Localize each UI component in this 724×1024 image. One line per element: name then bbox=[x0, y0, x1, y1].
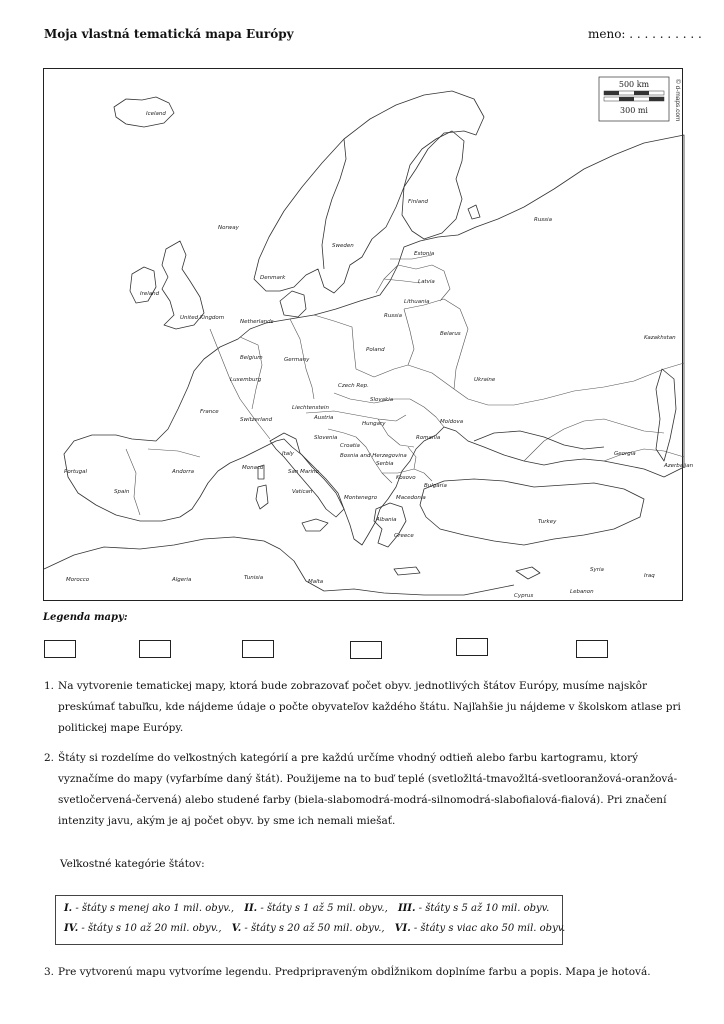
country-label: Algeria bbox=[172, 577, 192, 583]
country-label: Croatia bbox=[340, 443, 360, 449]
country-label: Lebanon bbox=[570, 589, 594, 595]
country-label: Portugal bbox=[64, 469, 87, 475]
country-label: Ukraine bbox=[474, 377, 496, 383]
caspian-shape bbox=[656, 369, 676, 461]
country-label: Estonia bbox=[414, 251, 435, 257]
country-label: Kosovo bbox=[396, 475, 416, 481]
country-label: France bbox=[200, 409, 219, 415]
scandinavia-shape bbox=[254, 91, 484, 293]
denmark-shape bbox=[280, 291, 306, 317]
country-label: Georgia bbox=[614, 451, 636, 457]
country-label: Belarus bbox=[440, 331, 461, 337]
country-label: Cyprus bbox=[514, 593, 534, 599]
country-label: Macedonia bbox=[396, 495, 426, 501]
step-number: 1. bbox=[44, 680, 55, 692]
country-label: Azerbaijan bbox=[664, 463, 694, 469]
step-number: 3. bbox=[44, 966, 55, 978]
country-label: Italy bbox=[282, 451, 294, 457]
legend-color-box[interactable] bbox=[242, 640, 274, 658]
country-label: Russia bbox=[534, 217, 552, 223]
country-label: Vatican bbox=[292, 489, 313, 495]
step-text: Na vytvorenie tematickej mapy, ktorá bude zobrazovať počet obyv. jednotlivých štátov Európy, musíme najskôr preskúmať tabuľku, kde nájdeme údaje o počte obyvateľov každého štátu. Najľahšie ju nájdeme v školskom atlase pri politickej mape Európy. bbox=[58, 680, 681, 734]
legend-color-box[interactable] bbox=[576, 640, 608, 658]
country-label: Ireland bbox=[140, 291, 160, 297]
country-label: Sweden bbox=[332, 243, 354, 249]
country-label: Morocco bbox=[66, 577, 90, 583]
step-text: Štáty si rozdelíme do veľkostných kategórií a pre každú určíme vhodný odtieň alebo farbu kartogramu, ktorý vyznačíme do mapy (vyfarbíme daný štát). Použijeme na to buď teplé (svetložltá-tmavožltá-svetlooranžová-oranžová-svetločervená-červená) alebo studené farby (biela-slabomodrá-modrá-silnomodrá-slabofialová-fialová). Pri značení intenzity javu, akým je aj počet obyv. by sme ich nemali miešať. bbox=[58, 752, 678, 827]
step-1 bbox=[44, 676, 684, 739]
country-label: Lithuania bbox=[404, 299, 430, 305]
country-label: Syria bbox=[590, 567, 604, 573]
legend-color-box[interactable] bbox=[456, 638, 488, 656]
country-label: Finland bbox=[408, 199, 429, 205]
ladoga-lake bbox=[468, 205, 480, 219]
category-item: I. - štáty s menej ako 1 mil. obyv., bbox=[64, 903, 235, 914]
finland-shape bbox=[402, 131, 464, 239]
country-label: Slovakia bbox=[370, 397, 394, 403]
africa-coast bbox=[44, 537, 514, 595]
country-label: Tunisia bbox=[244, 575, 264, 581]
categories-heading: Veľkostné kategórie štátov: bbox=[60, 858, 205, 870]
legend-color-box[interactable] bbox=[139, 640, 171, 658]
country-label: Andorra bbox=[172, 469, 194, 475]
turkey-shape bbox=[420, 479, 644, 545]
step-2 bbox=[44, 748, 684, 832]
country-label: Luxemburg bbox=[230, 377, 262, 383]
country-label: Greece bbox=[394, 533, 414, 539]
country-label: Albania bbox=[376, 517, 397, 523]
greece-shape bbox=[374, 503, 406, 547]
category-item: VI. - štáty s viac ako 50 mil. obyv. bbox=[394, 923, 566, 934]
step-3 bbox=[44, 962, 684, 983]
country-label: Monaco bbox=[242, 465, 264, 471]
country-label: Netherlands bbox=[240, 319, 274, 325]
country-label: Austria bbox=[314, 415, 334, 421]
country-label: Belgium bbox=[240, 355, 263, 361]
country-label: Slovenia bbox=[314, 435, 338, 441]
scale-bar bbox=[599, 77, 669, 121]
country-label: Malta bbox=[308, 579, 324, 585]
country-label: Switzerland bbox=[240, 417, 273, 423]
country-label: Serbia bbox=[376, 461, 394, 467]
italy-shape bbox=[270, 433, 344, 517]
country-label: Iceland bbox=[146, 111, 166, 117]
page-title: Moja vlastná tematická mapa Európy bbox=[44, 27, 294, 41]
country-label: Iraq bbox=[644, 573, 655, 579]
map-svg bbox=[44, 69, 694, 602]
legend-color-box[interactable] bbox=[350, 641, 382, 659]
country-label: United Kingdom bbox=[180, 315, 225, 321]
country-label: Montenegro bbox=[344, 495, 378, 501]
crete-shape bbox=[394, 567, 420, 575]
category-item: III. - štáty s 5 až 10 mil. obyv. bbox=[397, 903, 550, 914]
europe-outline-map bbox=[43, 68, 694, 601]
category-item: II. - štáty s 1 až 5 mil. obyv., bbox=[244, 903, 388, 914]
country-label: Norway bbox=[218, 225, 239, 231]
country-label: Romania bbox=[416, 435, 441, 441]
legend-color-box[interactable] bbox=[44, 640, 76, 658]
scale-km-label: 500 km bbox=[618, 80, 650, 89]
country-label: Russia bbox=[384, 313, 402, 319]
step-text: Pre vytvorenú mapu vytvoríme legendu. Predpripraveným obdĺžnikom doplníme farbu a popis. Mapa je hotová. bbox=[58, 966, 651, 978]
country-label: Hungary bbox=[362, 421, 386, 427]
cyprus-shape bbox=[516, 567, 540, 579]
sardinia-shape bbox=[256, 485, 268, 509]
country-label: Denmark bbox=[260, 275, 286, 281]
scale-mi-label: 300 mi bbox=[620, 106, 648, 115]
category-item: IV. - štáty s 10 až 20 mil. obyv., bbox=[64, 923, 222, 934]
map-credit: © d-maps.com bbox=[674, 79, 681, 122]
country-label: Kazakhstan bbox=[644, 335, 676, 341]
country-label: Bosnia and Herzegovina bbox=[340, 453, 407, 459]
sicily-shape bbox=[302, 519, 328, 531]
country-label: Spain bbox=[114, 489, 130, 495]
country-label: Germany bbox=[284, 357, 310, 363]
ireland-shape bbox=[130, 267, 156, 303]
categories-row bbox=[64, 923, 572, 934]
country-label: San Marino bbox=[288, 469, 319, 475]
country-label: Poland bbox=[366, 347, 385, 353]
categories-row bbox=[64, 903, 556, 914]
country-label: Moldova bbox=[440, 419, 464, 425]
categories-box bbox=[55, 895, 566, 945]
country-label: Liechtenstein bbox=[292, 405, 329, 411]
country-label: Bulgaria bbox=[424, 483, 447, 489]
category-item: V. - štáty s 20 až 50 mil. obyv., bbox=[231, 923, 385, 934]
country-label: Latvia bbox=[418, 279, 435, 285]
country-label: Czech Rep. bbox=[338, 383, 369, 389]
legend-title: Legenda mapy: bbox=[43, 612, 128, 623]
step-number: 2. bbox=[44, 752, 55, 764]
name-field[interactable]: meno: . . . . . . . . . . bbox=[588, 27, 702, 41]
country-label: Turkey bbox=[538, 519, 557, 525]
